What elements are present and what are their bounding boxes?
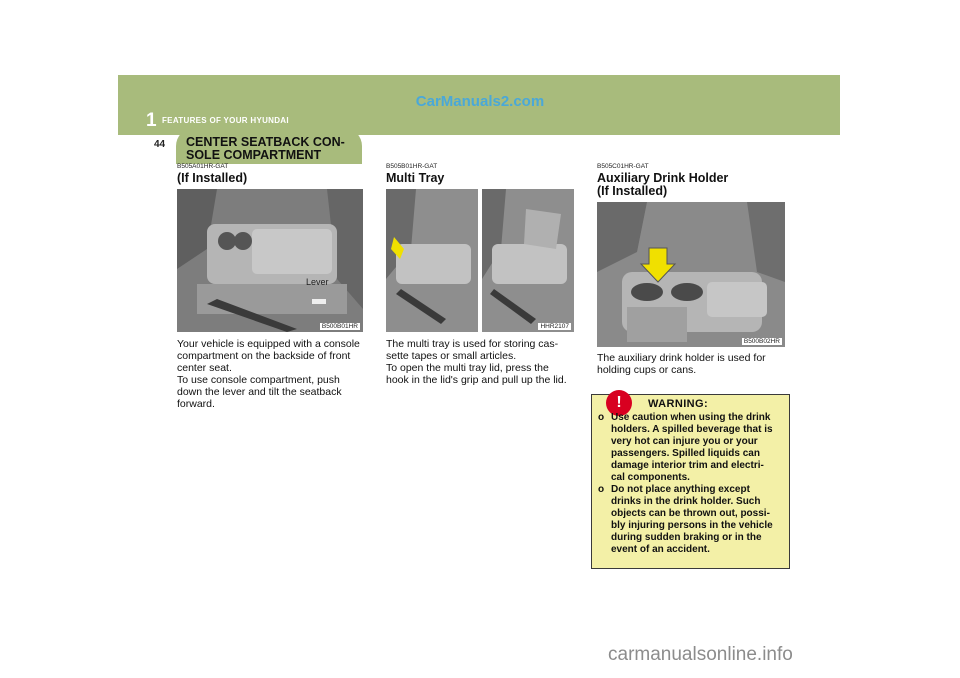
warning-title: WARNING: <box>648 398 709 410</box>
column1-code: B505A01HR-GAT <box>177 163 229 170</box>
column1-body-line: center seat. <box>177 362 232 374</box>
console-photo-drawing <box>177 189 363 332</box>
column1-body-line: Your vehicle is equipped with a console <box>177 338 360 350</box>
warning-line: event of an accident. <box>611 544 710 555</box>
column1-heading: (If Installed) <box>177 171 248 185</box>
column2-body-line: sette tapes or small articles. <box>386 350 517 362</box>
column2-body-line: The multi tray is used for storing cas- <box>386 338 559 350</box>
column3-body-line: The auxiliary drink holder is used for <box>597 352 766 364</box>
column3-figure-label: B500B02HR <box>743 338 780 345</box>
column1-body <box>177 338 363 410</box>
column3-heading-line-1: Auxiliary Drink Holder <box>597 171 729 185</box>
column2-body-line: To open the multi tray lid, press the <box>386 362 549 374</box>
watermark-bottom[interactable]: carmanualsonline.info <box>608 644 793 665</box>
warning-line: passengers. Spilled liquids can <box>611 448 760 459</box>
warning-line: very hot can injure you or your <box>611 436 758 447</box>
column2-code: B505B01HR-GAT <box>386 163 438 170</box>
warning-line: damage interior trim and electri- <box>611 460 764 471</box>
section-title-line-2: SOLE COMPARTMENT <box>186 148 322 162</box>
chapter-number: 1 <box>146 110 157 131</box>
column1-body-line: forward. <box>177 398 215 410</box>
section-title <box>186 136 358 162</box>
console-compartment-photo <box>177 189 363 332</box>
warning-bullet: o <box>598 484 605 495</box>
drink-holder-drawing <box>597 202 785 347</box>
warning-line: during sudden braking or in the <box>611 532 762 543</box>
warning-line: holders. A spilled beverage that is <box>611 424 773 435</box>
chapter-title: FEATURES OF YOUR HYUNDAI <box>162 116 289 125</box>
section-title-line-1: CENTER SEATBACK CON- <box>186 135 345 149</box>
warning-icon: ! <box>606 390 632 416</box>
warning-line: drinks in the drink holder. Such <box>611 496 761 507</box>
column3-heading <box>597 172 728 198</box>
watermark-top[interactable]: CarManuals2.com <box>415 93 545 110</box>
warning-line: cal components. <box>611 472 690 483</box>
column1-body-line: To use console compartment, push <box>177 374 340 386</box>
lever-label: Lever <box>306 277 329 287</box>
warning-item <box>598 412 786 484</box>
warning-bullet: o <box>598 412 605 423</box>
column2-body <box>386 338 574 386</box>
column2-body-line: hook in the lid's grip and pull up the lid. <box>386 374 567 386</box>
column1-body-line: compartment on the backside of front <box>177 350 351 362</box>
drink-holder-photo <box>597 202 785 347</box>
warning-line: Do not place anything except <box>611 484 750 495</box>
multi-tray-photo <box>386 189 574 332</box>
warning-line: bly injuring persons in the vehicle <box>611 520 773 531</box>
column3-body <box>597 352 785 376</box>
warning-list <box>598 412 786 556</box>
column3-code: B505C01HR-GAT <box>597 163 649 170</box>
warning-line: objects can be thrown out, possi- <box>611 508 770 519</box>
warning-line: Use caution when using the drink <box>611 412 771 423</box>
column1-figure-label: B500B01HR <box>321 323 358 330</box>
column3-heading-line-2: (If Installed) <box>597 184 668 198</box>
column2-figure-label: HHR2107 <box>540 323 569 330</box>
multi-tray-drawing <box>386 189 574 332</box>
page-number: 44 <box>154 139 166 150</box>
column3-body-line: holding cups or cans. <box>597 364 697 376</box>
column1-body-line: down the lever and tilt the seatback <box>177 386 342 398</box>
warning-item <box>598 484 786 556</box>
column2-heading: Multi Tray <box>386 171 445 185</box>
